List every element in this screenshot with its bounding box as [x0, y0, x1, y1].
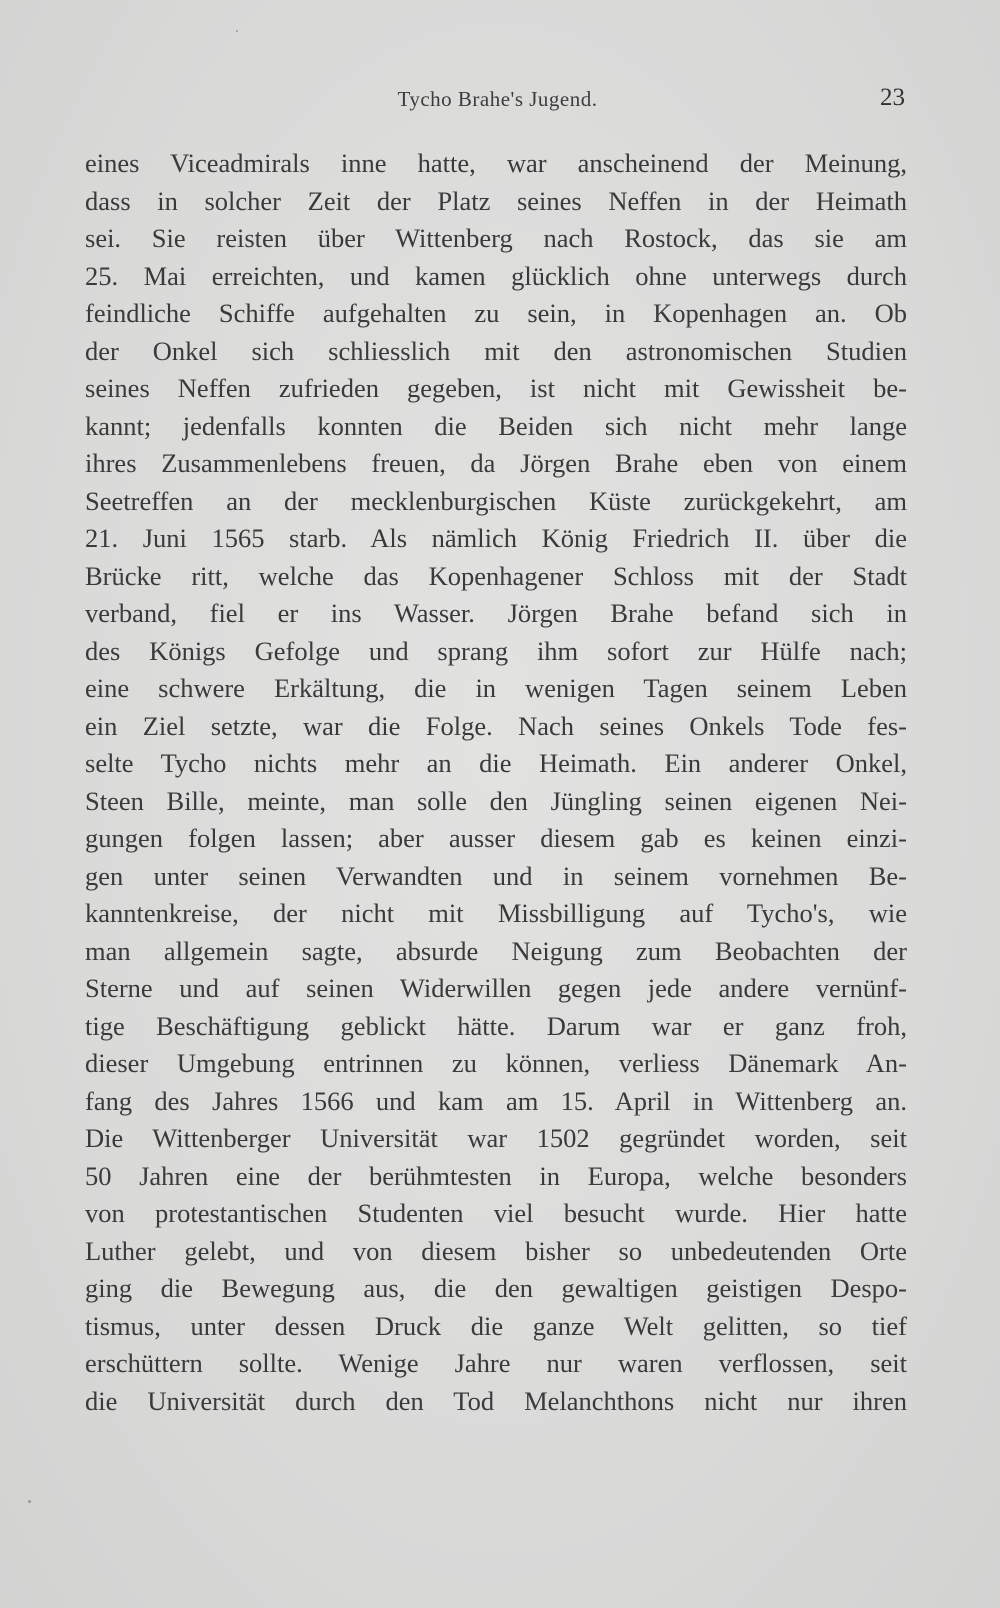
text-line: 50 Jahren eine der berühmtesten in Europa, welche besonders — [85, 1160, 907, 1191]
text-line: seines Neffen zufrieden gegeben, ist nicht mit Gewissheit be- — [85, 373, 907, 403]
body-text — [85, 145, 907, 1420]
text-line: 21. Juni 1565 starb. Als nämlich König Friedrich II. über die — [85, 523, 907, 553]
text-line: verband, fiel er ins Wasser. Jörgen Brahe befand sich in — [85, 598, 907, 628]
text-line: eines Viceadmirals inne hatte, war anscheinend der Meinung, — [85, 148, 907, 178]
text-line: feindliche Schiffe aufgehalten zu sein, in Kopenhagen an. Ob — [85, 298, 907, 328]
page-number: 23 — [880, 84, 905, 111]
text-line: Steen Bille, meinte, man solle den Jüngling seinen eigenen Nei- — [85, 785, 907, 816]
text-line: sei. Sie reisten über Wittenberg nach Rostock, das sie am — [85, 223, 907, 253]
text-line: eine schwere Erkältung, die in wenigen Tagen seinem Leben — [85, 673, 907, 703]
text-line: Brücke ritt, welche das Kopenhagener Schloss mit der Stadt — [85, 560, 907, 591]
text-line: fang des Jahres 1566 und kam am 15. April in Wittenberg an. — [85, 1085, 907, 1116]
text-line: ihres Zusammenlebens freuen, da Jörgen Brahe eben von einem — [85, 448, 907, 478]
text-line: Luther gelebt, und von diesem bisher so unbedeutenden Orte — [85, 1235, 907, 1266]
text-line: Sterne und auf seinen Widerwillen gegen jede andere vernünf- — [85, 973, 907, 1003]
paper-speck — [236, 30, 238, 32]
text-line: gen unter seinen Verwandten und in seinem vornehmen Be- — [85, 860, 907, 891]
text-line: Die Wittenberger Universität war 1502 gegründet worden, seit — [85, 1123, 907, 1153]
running-title: Tycho Brahe's Jugend. — [397, 87, 598, 111]
text-line: des Königs Gefolge und sprang ihm sofort zur Hülfe nach; — [85, 635, 907, 666]
text-line: Seetreffen an der mecklenburgischen Küste zurückgekehrt, am — [85, 485, 907, 516]
text-line: 25. Mai erreichten, und kamen glücklich ohne unterwegs durch — [85, 260, 907, 291]
text-line: man allgemein sagte, absurde Neigung zum Beobachten der — [85, 935, 907, 966]
paper-speck — [28, 1500, 31, 1503]
text-line: ein Ziel setzte, war die Folge. Nach seines Onkels Tode fes- — [85, 710, 907, 741]
text-line: ging die Bewegung aus, die den gewaltigen geistigen Despo- — [85, 1273, 907, 1303]
text-line: tige Beschäftigung geblickt hätte. Darum war er ganz froh, — [85, 1010, 907, 1041]
running-head — [90, 84, 905, 114]
text-line: dass in solcher Zeit der Platz seines Neffen in der Heimath — [85, 185, 907, 216]
text-line: kanntenkreise, der nicht mit Missbilligung auf Tycho's, wie — [85, 898, 907, 928]
text-line: tismus, unter dessen Druck die ganze Welt gelitten, so tief — [85, 1310, 907, 1341]
text-line: selte Tycho nichts mehr an die Heimath. Ein anderer Onkel, — [85, 748, 907, 778]
text-line: erschüttern sollte. Wenige Jahre nur waren verflossen, seit — [85, 1348, 907, 1378]
text-line: der Onkel sich schliesslich mit den astronomischen Studien — [85, 335, 907, 366]
text-line: die Universität durch den Tod Melanchthons nicht nur ihren — [85, 1385, 907, 1416]
text-line: dieser Umgebung entrinnen zu können, verliess Dänemark An- — [85, 1048, 907, 1078]
text-line: gungen folgen lassen; aber ausser diesem gab es keinen einzi- — [85, 823, 907, 853]
text-line: kannt; jedenfalls konnten die Beiden sich nicht mehr lange — [85, 410, 907, 441]
text-line: von protestantischen Studenten viel besucht wurde. Hier hatte — [85, 1198, 907, 1228]
